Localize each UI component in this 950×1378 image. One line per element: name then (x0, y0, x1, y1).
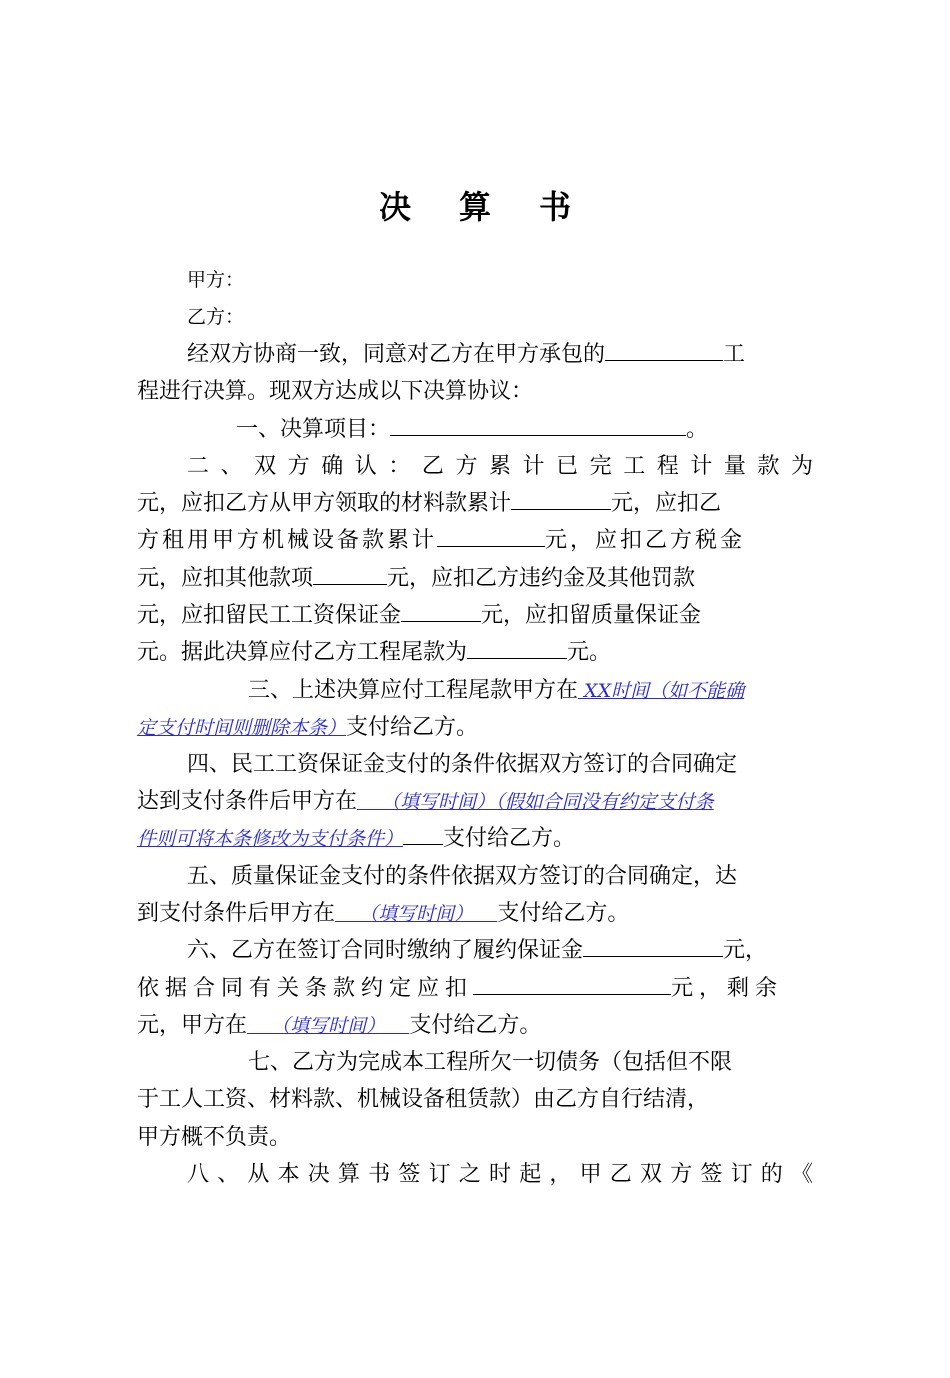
wage-deposit-blank (401, 597, 481, 622)
item5-line-1: 五、质量保证金支付的条件依据双方签订的合同确定，达 (187, 864, 738, 889)
item3-time-note: XX时间（如不能确 (578, 680, 745, 702)
machinery-amount-blank (437, 522, 545, 547)
intro-line-2: 程进行决算。现双方达成以下决算协议： (137, 379, 534, 404)
item4-line-2: 达到支付条件后甲方在 （填写时间）（假如合同没有约定支付条 (137, 789, 714, 814)
item4-line-1: 四、民工工资保证金支付的条件依据双方签订的合同确定 (187, 752, 738, 777)
item5-line-2: 到支付条件后甲方在 （填写时间） 支付给乙方。 (137, 901, 630, 926)
item2-line-4: 元，应扣其他款项 元，应扣乙方违约金及其他罚款 (137, 560, 813, 597)
item2-line-2: 元，应扣乙方从甲方领取的材料款累计 元，应扣乙 (137, 485, 813, 522)
item3-line-1: 三、上述决算应付工程尾款甲方在 XX时间（如不能确 (248, 678, 745, 703)
title-char: 决 (378, 188, 411, 226)
material-amount-blank (511, 485, 611, 510)
title-char: 书 (539, 188, 572, 226)
item6-time-note: （填写时间） (247, 1015, 410, 1037)
other-deduction-blank (313, 560, 387, 585)
item2-line-3: 方租用甲方机械设备款累计 元，应扣乙方税金 (137, 522, 813, 559)
item4-time-note-cont: 件则可将本条修改为支付条件） (137, 828, 404, 850)
item3-line-2: 定支付时间则删除本条）支付给乙方。 (137, 715, 479, 740)
document-title (0, 182, 950, 228)
item7-line-3: 甲方概不负责。 (137, 1125, 292, 1150)
project-name-blank (605, 336, 723, 361)
item2-line-1: 二、双方确认：乙方累计已完工程计量款为 (187, 454, 813, 479)
item2-line-6: 元。据此决算应付乙方工程尾款为 元。 (137, 634, 813, 671)
item4-line-3: 件则可将本条修改为支付条件） 支付给乙方。 (137, 820, 813, 858)
final-payment-blank (467, 634, 567, 659)
item6-line-1: 六、乙方在签订合同时缴纳了履约保证金 元， (187, 932, 813, 969)
party-a-line: 甲方： (187, 269, 245, 291)
item6-line-2: 依据合同有关条款约定应扣 元，剩余 (137, 970, 813, 1007)
item8-line-1: 八、从本决算书签订之时起，甲乙双方签订的《 (187, 1162, 813, 1187)
title-char: 算 (458, 188, 491, 226)
item7-line-2: 于工人工资、材料款、机械设备租赁款）由乙方自行结清， (137, 1087, 710, 1112)
bond-deduction-blank (473, 970, 671, 995)
party-b-line: 乙方： (187, 306, 245, 328)
item7-line-1: 七、乙方为完成本工程所欠一切债务（包括但不限 (248, 1050, 733, 1075)
performance-bond-blank (583, 932, 723, 957)
item1-line: 一、决算项目： 。 (236, 411, 912, 448)
item3-time-note-cont: 定支付时间则删除本条） (137, 717, 347, 739)
item2-line-5: 元，应扣留民工工资保证金 元，应扣留质量保证金 (137, 597, 813, 634)
item5-time-note: （填写时间） (335, 903, 498, 925)
project-item-blank (390, 411, 686, 436)
item6-line-3: 元，甲方在 （填写时间） 支付给乙方。 (137, 1013, 542, 1038)
intro-line-1: 经双方协商一致，同意对乙方在甲方承包的 工 (187, 336, 813, 373)
item4-time-note: （填写时间）（假如合同没有约定支付条 (357, 791, 714, 813)
